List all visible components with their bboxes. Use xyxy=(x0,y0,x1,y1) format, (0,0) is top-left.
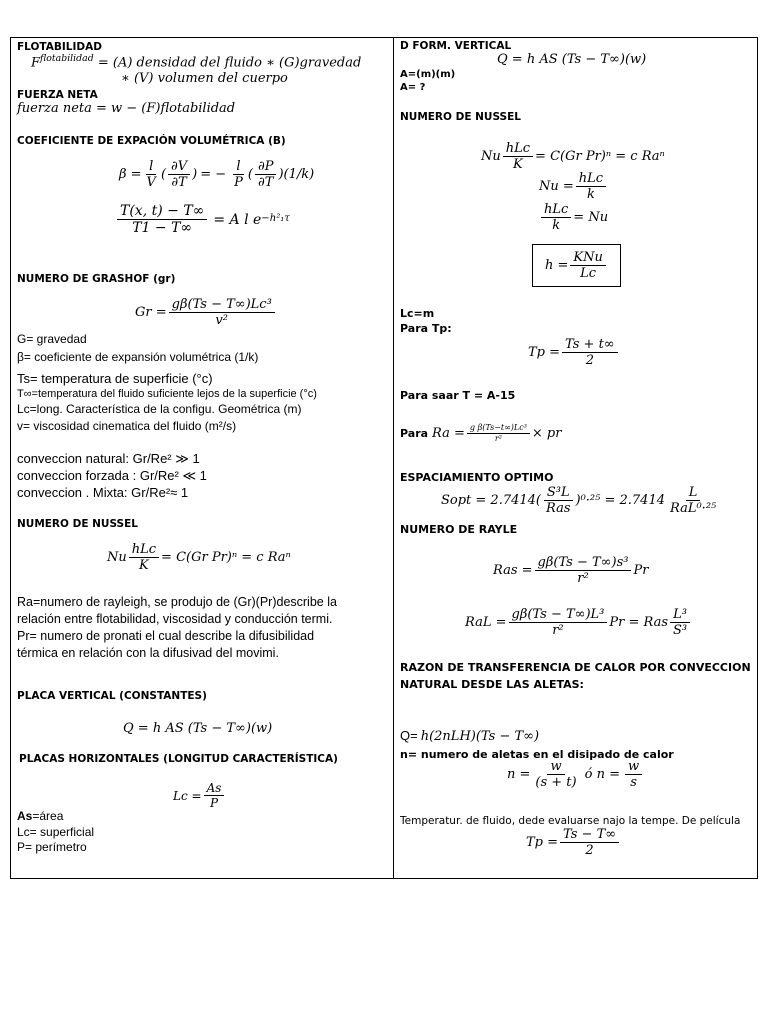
n-frac-2-den: s xyxy=(630,775,637,790)
nussel-left-frac xyxy=(129,543,159,572)
nu4-lhs: h = xyxy=(545,258,569,273)
nu1-rhs: = C(Gr Pr)ⁿ = c Raⁿ xyxy=(535,149,665,164)
lc-formula xyxy=(173,782,226,809)
def-lc: Lc=long. Característica de la configu. Geométrica (m) xyxy=(17,402,302,416)
tp-num: Ts + t∞ xyxy=(562,338,618,353)
sopt-frac-1-den: Ras xyxy=(546,501,571,516)
grashof-formula xyxy=(135,298,277,327)
sopt-lhs: Sopt = 2.7414( xyxy=(441,493,541,508)
nussel-left-num: hLc xyxy=(129,543,159,558)
temperature-num: T(x, t) − T∞ xyxy=(117,204,207,220)
ra-num: g β(Ts−t∞)Lc³ xyxy=(467,424,530,434)
ral-frac-2-num: L³ xyxy=(670,608,690,623)
nussel-formula-right-3 xyxy=(539,203,608,232)
lc-lhs: Lc = xyxy=(173,788,202,803)
tp2-den: 2 xyxy=(585,843,594,858)
ral-num: gβ(Ts − T∞)L³ xyxy=(509,608,608,623)
grashof-frac xyxy=(169,298,275,327)
nussel-formula-left xyxy=(107,543,291,572)
placas-horizontales-title: PLACAS HORIZONTALES (LONGITUD CARACTERÍSTICA) xyxy=(19,753,338,765)
tp-formula xyxy=(528,338,620,367)
sopt-frac-1-num: S³L xyxy=(544,486,573,501)
n-mid: ó n = xyxy=(584,767,620,782)
sopt-mid: )⁰·²⁵ = 2.7414 xyxy=(575,493,665,508)
flotabilidad-superscript: flotabilidad xyxy=(40,53,94,64)
formula-sheet xyxy=(10,37,758,879)
beta-frac-1-num: l xyxy=(146,160,156,175)
sopt-frac-2 xyxy=(667,486,719,515)
ral-den: r² xyxy=(552,623,564,638)
nu2-frac xyxy=(576,172,606,201)
lc-den: P xyxy=(209,796,219,810)
lc-frac xyxy=(204,782,225,809)
beta-formula: β = $\frac{l}{V}$ ( $\frac{\partial V}{\partial T}$ ) = − $\frac{l}{P}$ ( $\frac{\partial P}{\partial T}$ ) (1/k) xyxy=(119,159,315,190)
a-definition: A=(m)(m) xyxy=(400,69,456,80)
lc-m-note: Lc=m xyxy=(400,307,435,320)
razon-title-line-2: NATURAL DESDE LAS ALETAS: xyxy=(400,678,584,691)
beta-frac-2 xyxy=(168,160,190,189)
n-formula xyxy=(507,760,644,789)
nu3-rhs: = Nu xyxy=(573,210,609,225)
sopt-frac-2-den: RaL⁰·²⁵ xyxy=(670,501,717,516)
espaciamiento-title: ESPACIAMIENTO OPTIMO xyxy=(400,471,554,484)
nu1-den: K xyxy=(513,157,523,172)
temperature-rhs: = A l e xyxy=(213,211,262,228)
beta-frac-3-num: l xyxy=(233,160,243,175)
dform-title: D FORM. VERTICAL xyxy=(400,40,512,52)
nussel-left-rhs: = C(Gr Pr)ⁿ = c Raⁿ xyxy=(161,550,291,565)
ra-paragraph-line-3: Pr= numero de pronati el cual describe la difusibilidad xyxy=(17,629,315,643)
grashof-lhs: Gr = xyxy=(135,305,167,320)
ral-frac-2 xyxy=(670,608,690,637)
temp-fluido-note: Temperatur. de fluido, dede evaluarse najo la tempe. De película xyxy=(400,815,741,827)
n-frac-1-num: w xyxy=(547,760,564,775)
conv-forzada: conveccion forzada : Gr/Re² ≪ 1 xyxy=(17,468,207,483)
nussel-left-lhs: Nu xyxy=(107,550,127,565)
n-frac-2 xyxy=(625,760,642,789)
n-frac-2-num: w xyxy=(625,760,642,775)
beta-lhs: β = xyxy=(119,167,142,182)
as-value: =área xyxy=(32,809,64,823)
ras-rhs: Pr xyxy=(633,563,649,578)
n-frac-1 xyxy=(532,760,579,789)
nu4-num: KNu xyxy=(570,251,605,266)
beta-frac-1-den: V xyxy=(146,175,156,190)
temperature-den: T1 − T∞ xyxy=(132,220,193,236)
dform-formula: Q = h AS (Ts − T∞)(w) xyxy=(497,52,647,67)
nussel-title-left: NUMERO DE NUSSEL xyxy=(17,518,138,530)
a-question: A= ? xyxy=(400,82,426,93)
p-definition: P= perímetro xyxy=(17,840,87,854)
tp-frac xyxy=(562,338,618,367)
nussel-title-right: NUMERO DE NUSSEL xyxy=(400,111,521,123)
beta-frac-4-num: ∂P xyxy=(255,160,276,175)
beta-frac-1 xyxy=(144,160,159,189)
nu2-den: k xyxy=(586,187,595,202)
para-tp-label: Para Tp: xyxy=(400,322,452,335)
para-saar-note: Para saar T = A-15 xyxy=(400,389,516,402)
ra-paragraph-line-1: Ra=numero de rayleigh, se produjo de (Gr)(Pr)describe la xyxy=(17,595,337,609)
sopt-frac-1 xyxy=(543,486,574,515)
grashof-title: NUMERO DE GRASHOF (gr) xyxy=(17,273,176,285)
n-lhs: n = xyxy=(507,767,531,782)
beta-frac-3 xyxy=(231,160,246,189)
lc-definition: Lc= superficial xyxy=(17,825,95,839)
fuerza-neta-formula: fuerza neta = w − (F)flotabilidad xyxy=(17,101,236,116)
nu3-den: k xyxy=(552,218,561,233)
tp2-formula xyxy=(526,828,621,857)
def-viscosidad: v= viscosidad cinematica del fluido (m²/s) xyxy=(17,419,237,433)
ral-lhs: RaL = xyxy=(465,615,507,630)
nu3-frac xyxy=(541,203,571,232)
ral-formula xyxy=(465,608,692,637)
as-definition xyxy=(17,810,63,822)
q-aletas-formula xyxy=(400,729,539,743)
razon-title-line-1: RAZON DE TRANSFERENCIA DE CALOR POR CONVECCION xyxy=(400,661,751,674)
tp2-frac xyxy=(560,828,619,857)
placa-vertical-formula: Q = h AS (Ts − T∞)(w) xyxy=(123,721,273,736)
nu4-den: Lc xyxy=(580,266,597,281)
def-ts: Ts= temperatura de superficie (°c) xyxy=(17,371,213,386)
temperature-frac xyxy=(117,204,207,235)
ral-frac-2-den: S³ xyxy=(673,623,688,638)
tp-den: 2 xyxy=(585,353,594,368)
beta-frac-2-num: ∂V xyxy=(168,160,190,175)
tp2-num: Ts − T∞ xyxy=(560,828,619,843)
beta-frac-4 xyxy=(255,160,276,189)
beta-mid: = − xyxy=(200,167,227,182)
flotabilidad-lhs: F xyxy=(31,55,41,71)
nu4-frac xyxy=(570,251,605,280)
def-gravedad: G= gravedad xyxy=(17,332,87,346)
column-divider xyxy=(393,38,394,878)
temperature-formula xyxy=(115,204,290,235)
ra-formula-row xyxy=(400,424,561,443)
n-frac-1-den: (s + t) xyxy=(535,775,577,790)
def-beta: β= coeficiente de expansión volumétrica (1/k) xyxy=(17,350,259,364)
ra-den: r² xyxy=(494,434,502,443)
ra-frac xyxy=(467,424,530,443)
flotabilidad-title: FLOTABILIDAD xyxy=(17,41,102,53)
ras-den: r² xyxy=(577,571,589,586)
beta-frac-2-den: ∂T xyxy=(171,175,187,190)
ra-rhs: × pr xyxy=(531,426,562,441)
rayle-title: NUMERO DE RAYLE xyxy=(400,523,518,536)
ral-mid: Pr = Ras xyxy=(609,615,669,630)
n-definition: n= numero de aletas en el disipado de calor xyxy=(400,748,674,761)
nussel-formula-right-1 xyxy=(481,142,665,171)
conv-mixta: conveccion . Mixta: Gr/Re²≈ 1 xyxy=(17,485,189,500)
tp2-lhs: Tp = xyxy=(526,835,559,850)
conv-natural: conveccion natural: Gr/Re² ≫ 1 xyxy=(17,451,200,466)
ras-lhs: Ras = xyxy=(493,563,533,578)
grashof-den: v² xyxy=(215,313,228,328)
nu1-num: hLc xyxy=(503,142,533,157)
fuerza-neta-title: FUERZA NETA xyxy=(17,89,98,101)
ral-frac xyxy=(509,608,608,637)
nu1-frac xyxy=(503,142,533,171)
nu1-lhs: Nu xyxy=(481,149,501,164)
lc-num: As xyxy=(204,782,225,796)
def-t-inf: T∞=temperatura del fluido suficiente lejos de la superficie (°c) xyxy=(17,388,317,400)
beta-frac-4-den: ∂T xyxy=(258,175,274,190)
grashof-num: gβ(Ts − T∞)Lc³ xyxy=(169,298,275,313)
nu2-lhs: Nu = xyxy=(539,179,574,194)
tp-lhs: Tp = xyxy=(528,345,561,360)
coeficiente-title: COEFICIENTE DE EXPACIÓN VOLUMÉTRICA (B) xyxy=(17,135,286,147)
ras-formula xyxy=(493,556,648,585)
q-aletas-rhs: h(2nLH)(Ts − T∞) xyxy=(420,729,540,744)
ras-num: gβ(Ts − T∞)s³ xyxy=(535,556,632,571)
ras-frac xyxy=(535,556,632,585)
sopt-frac-2-num: L xyxy=(686,486,701,501)
flotabilidad-rhs-1: = (A) densidad del fluido ∗ (G)gravedad xyxy=(97,55,362,71)
nussel-formula-right-2 xyxy=(539,172,608,201)
nu3-num: hLc xyxy=(541,203,571,218)
ra-paragraph-line-4: térmica en relación con la difusivad del movimi. xyxy=(17,646,279,660)
q-aletas-lhs: Q= xyxy=(400,728,418,743)
sopt-formula xyxy=(441,486,721,515)
ra-lhs: Ra = xyxy=(432,426,465,441)
as-label: As xyxy=(17,809,33,823)
nussel-left-den: K xyxy=(139,558,149,573)
flotabilidad-rhs-2: ∗ (V) volumen del cuerpo xyxy=(121,71,288,86)
flotabilidad-formula xyxy=(31,54,361,69)
temperature-exponent: −h²₁τ xyxy=(261,213,290,225)
ra-paragraph-line-2: relación entre flotabilidad, viscosidad y conducción termi. xyxy=(17,612,333,626)
beta-tail: (1/k) xyxy=(283,167,315,182)
beta-frac-3-den: P xyxy=(234,175,243,190)
nu2-num: hLc xyxy=(576,172,606,187)
h-boxed-formula xyxy=(532,244,621,287)
para-ra-label: Para xyxy=(400,427,429,440)
placa-vertical-title: PLACA VERTICAL (CONSTANTES) xyxy=(17,690,207,702)
